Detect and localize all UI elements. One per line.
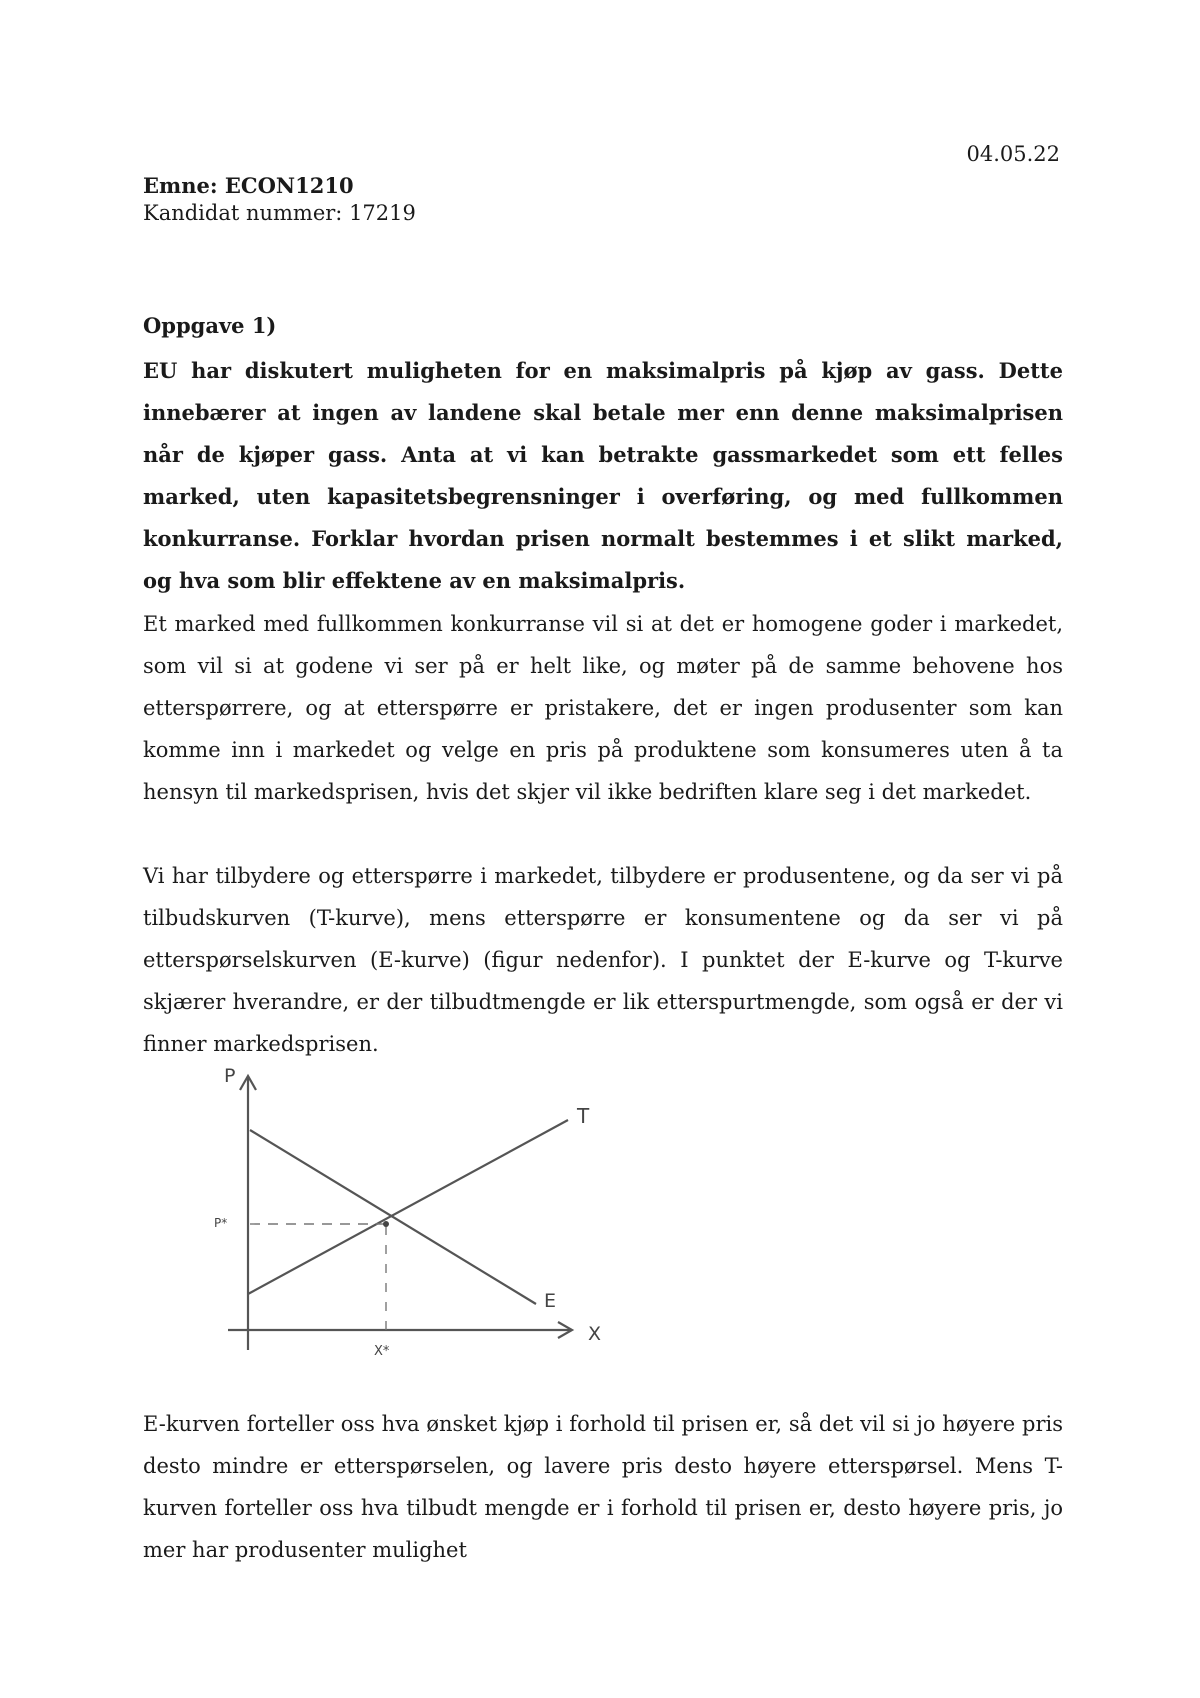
answer-paragraph-3: E-kurven forteller oss hva ønsket kjøp i forhold til prisen er, så det vil si jo høyere pris desto mindre er etterspørselen, og lavere pris desto høyere etterspørsel. Mens T-kurven forteller oss hva tilbudt mengde er i forhold til prisen er, desto høyere pris, jo mer har produsenter mulighet xyxy=(143,1412,1063,1562)
candidate-number: Kandidat nummer: 17219 xyxy=(143,201,416,225)
demand-curve-label: E xyxy=(544,1290,557,1312)
equilibrium-quantity-label: X* xyxy=(374,1344,390,1359)
answer-paragraph-2: Vi har tilbydere og etterspørre i markedet, tilbydere er produsentene, og da ser vi på tilbudskurven (T-kurve), mens etterspørre er konsumentene og da ser vi på etterspørselskurven (E-kurve) (figur nedenfor). I punktet der E-kurve og T-kurve skjærer hverandre, er der tilbudtmengde er lik etterspurtmengde, som også er der vi finner markedsprisen. xyxy=(143,864,1063,1056)
task-title: Oppgave 1) xyxy=(143,313,277,338)
task-question: EU har diskutert muligheten for en maksimalpris på kjøp av gass. Dette innebærer at ingen av landene skal betale mer enn denne maksimalprisen når de kjøper gass. Anta at vi kan betrakte gassmarkedet som ett felles marked, uten kapasitetsbegrensninger i overføring, og med fullkommen konkurranse. Forklar hvordan prisen normalt bestemmes i et slikt marked, og hva som blir effektene av en maksimalpris. xyxy=(143,358,1063,593)
equilibrium-point xyxy=(383,1221,389,1227)
supply-curve-label: T xyxy=(577,1104,590,1128)
supply-demand-figure xyxy=(210,1060,630,1380)
y-axis-label: P xyxy=(224,1065,236,1087)
supply-demand-sketch xyxy=(210,1060,630,1380)
equilibrium-price-label: P* xyxy=(214,1216,228,1230)
document-date: 04.05.22 xyxy=(966,142,1060,166)
subject-line: Emne: ECON1210 xyxy=(143,173,354,198)
x-axis-label: X xyxy=(588,1323,602,1345)
answer-paragraph-1: Et marked med fullkommen konkurranse vil si at det er homogene goder i markedet, som vil si at godene vi ser på er helt like, og møter på de samme behovene hos etterspørrere, og at etterspørre er pristakere, det er ingen produsenter som kan komme inn i markedet og velge en pris på produktene som konsumeres uten å ta hensyn til markedsprisen, hvis det skjer vil ikke bedriften klare seg i det markedet. xyxy=(143,612,1063,804)
demand-curve xyxy=(250,1130,536,1304)
supply-curve xyxy=(248,1120,568,1294)
